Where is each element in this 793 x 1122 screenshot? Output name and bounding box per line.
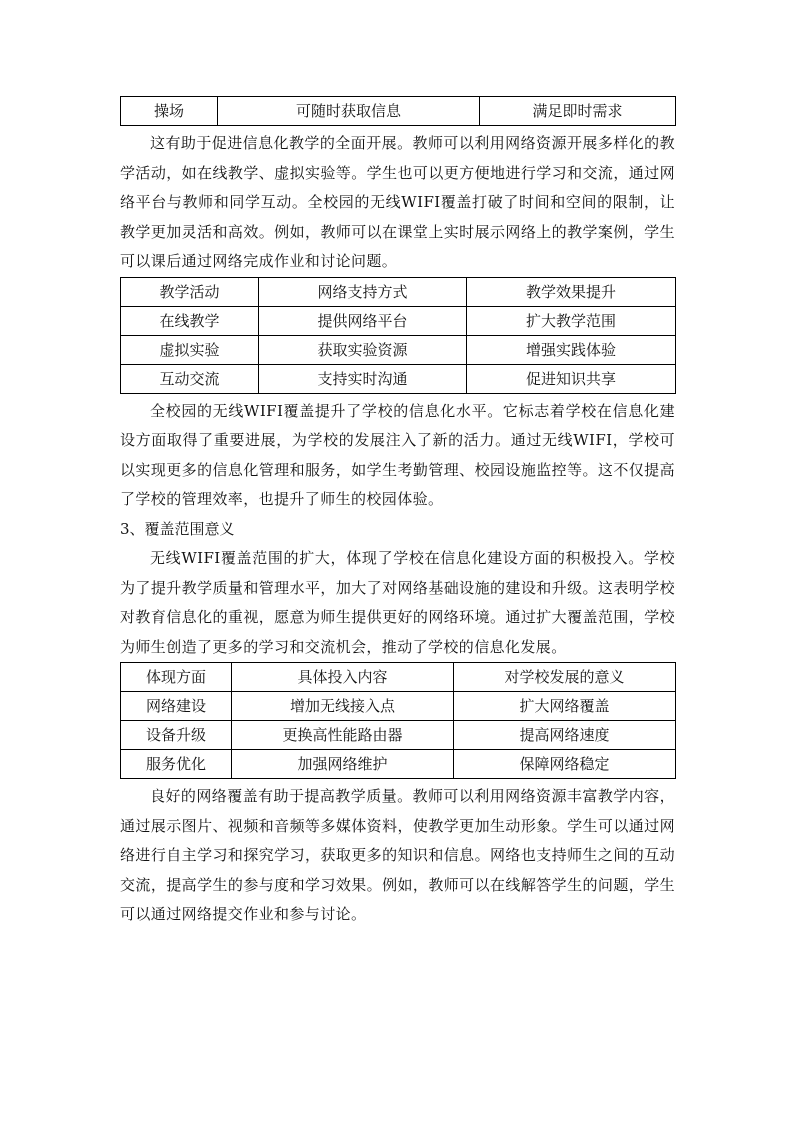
paragraph-teaching-quality: 良好的网络覆盖有助于提高教学质量。教师可以利用网络资源丰富教学内容，通过展示图片、视频和音频等多媒体资料，使教学更加生动形象。学生可以通过网络进行自主学习和探究学习，获取更多的知识和信息。网络也支持师生之间的互动交流，提高学生的参与度和学习效果。例如，教师可以在线解答学生的问题，学生可以通过网络提交作业和参与讨论。 xyxy=(120,787,675,923)
table-cell: 操场 xyxy=(121,97,218,126)
table-cell: 虚拟实验 xyxy=(121,335,259,364)
table-cell: 服务优化 xyxy=(121,750,232,779)
table-row xyxy=(121,750,676,779)
table-cell: 提高网络速度 xyxy=(454,721,676,750)
table-cell: 提供网络平台 xyxy=(259,306,467,335)
table-cell: 扩大网络覆盖 xyxy=(454,692,676,721)
table-header-cell: 教学活动 xyxy=(121,277,259,306)
table-header-cell: 具体投入内容 xyxy=(232,663,454,692)
table-investment-significance xyxy=(120,662,676,779)
table-header-cell: 体现方面 xyxy=(121,663,232,692)
table-row xyxy=(121,364,676,393)
table-cell: 增加无线接入点 xyxy=(232,692,454,721)
table-cell: 促进知识共享 xyxy=(467,364,676,393)
table-cell: 保障网络稳定 xyxy=(454,750,676,779)
paragraph-informatization-level: 全校园的无线WIFI覆盖提升了学校的信息化水平。它标志着学校在信息化建设方面取得了重要进展，为学校的发展注入了新的活力。通过无线WIFI，学校可以实现更多的信息化管理和服务，如学生考勤管理、校园设施监控等。这不仅提高了学校的管理效率，也提升了师生的校园体验。 xyxy=(120,401,675,508)
table-cell: 互动交流 xyxy=(121,364,259,393)
section-heading: 3、覆盖范围意义 xyxy=(120,519,235,538)
table-row xyxy=(121,335,676,364)
table-header-row xyxy=(121,663,676,692)
table-cell: 网络建设 xyxy=(121,692,232,721)
table-header-cell: 网络支持方式 xyxy=(259,277,467,306)
table-row xyxy=(121,721,676,750)
paragraph-coverage-investment: 无线WIFI覆盖范围的扩大，体现了学校在信息化建设方面的积极投入。学校为了提升教学质量和管理水平，加大了对网络基础设施的建设和升级。这表明学校对教育信息化的重视，愿意为师生提供更好的网络环境。通过扩大覆盖范围，学校为师生创造了更多的学习和交流机会，推动了学校的信息化发展。 xyxy=(120,549,675,656)
table-header-cell: 教学效果提升 xyxy=(467,277,676,306)
table-header-cell: 对学校发展的意义 xyxy=(454,663,676,692)
table-cell: 更换高性能路由器 xyxy=(232,721,454,750)
paragraph-teaching-benefits: 这有助于促进信息化教学的全面开展。教师可以利用网络资源开展多样化的教学活动，如在线教学、虚拟实验等。学生也可以更方便地进行学习和交流，通过网络平台与教师和同学互动。全校园的无线WIFI覆盖打破了时间和空间的限制，让教学更加灵活和高效。例如，教师可以在课堂上实时展示网络上的教学案例，学生可以课后通过网络完成作业和讨论问题。 xyxy=(120,134,675,270)
table-row xyxy=(121,97,676,126)
table-teaching-activities xyxy=(120,277,676,394)
table-cell: 获取实验资源 xyxy=(259,335,467,364)
table-cell: 设备升级 xyxy=(121,721,232,750)
table-cell: 可随时获取信息 xyxy=(218,97,480,126)
table-cell: 在线教学 xyxy=(121,306,259,335)
table-row xyxy=(121,692,676,721)
table-cell: 加强网络维护 xyxy=(232,750,454,779)
table-cell: 扩大教学范围 xyxy=(467,306,676,335)
table-row xyxy=(121,306,676,335)
table-header-row xyxy=(121,277,676,306)
table-cell: 支持实时沟通 xyxy=(259,364,467,393)
table-cell: 增强实践体验 xyxy=(467,335,676,364)
table-playground-info xyxy=(120,96,676,126)
document-body xyxy=(120,96,675,930)
table-cell: 满足即时需求 xyxy=(480,97,676,126)
